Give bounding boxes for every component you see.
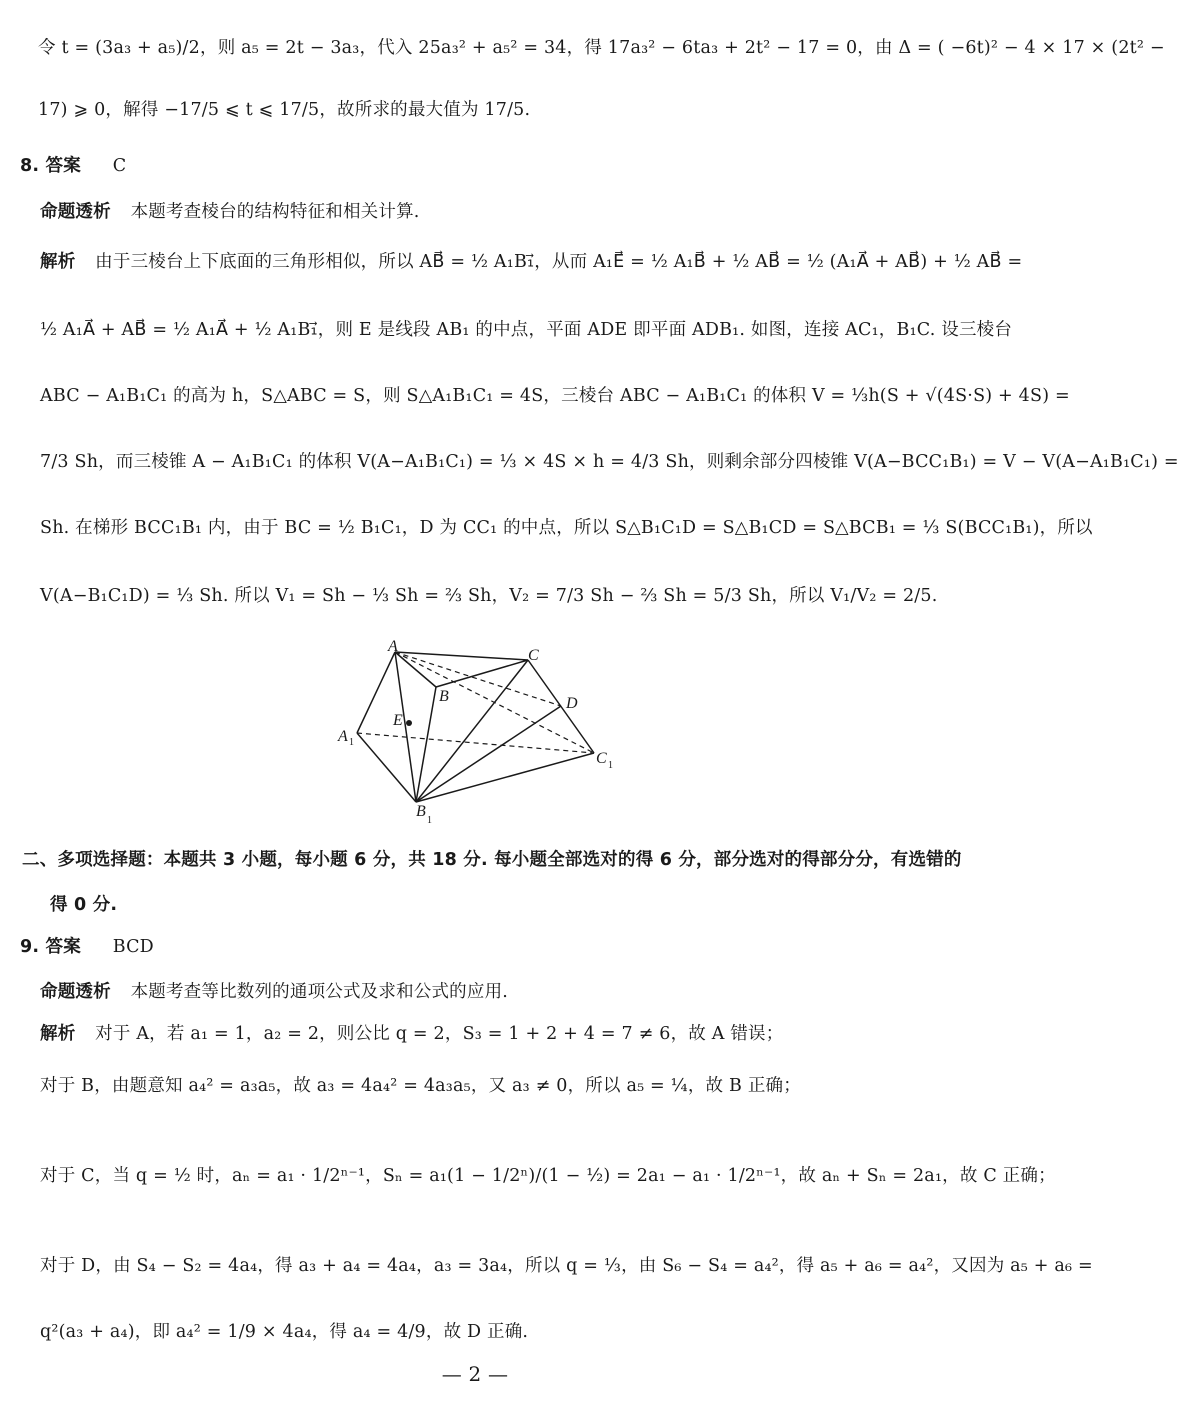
q8-label: 8. 答案: [20, 156, 81, 176]
label-D: D: [566, 695, 578, 712]
q8-solution-label: 解析: [40, 252, 76, 272]
q9-intent-label: 命题透析: [40, 982, 111, 1002]
point-E: [406, 720, 412, 726]
q8-intent-line: [0, 200, 950, 224]
q9-solution-label: 解析: [40, 1024, 76, 1044]
q8-solution-line-2: ½ A₁A⃗ + AB⃗ = ½ A₁A⃗ + ½ A₁B₁⃗，则 E 是线段 AB₁ 的中点，平面 ADE 即平面 ADB₁. 如图，连接 AC₁，B₁C. 设三棱台: [40, 320, 1013, 340]
q8-solution-line-3: ABC − A₁B₁C₁ 的高为 h，S△ABC = S，则 S△A₁B₁C₁ = 4S，三棱台 ABC − A₁B₁C₁ 的体积 V = ⅓h(S + √(4S·S) + 4S) =: [40, 386, 1070, 406]
q8-intent: 本题考查棱台的结构特征和相关计算.: [130, 202, 420, 222]
edge-B1-D: [416, 706, 561, 802]
label-C: C: [528, 647, 539, 664]
dash-A-C1: [395, 652, 594, 753]
label-B1-sub: 1: [427, 815, 432, 826]
label-A1: A: [338, 728, 348, 745]
q9-option-d-line-2: q²(a₃ + a₄)，即 a₄² = 1/9 × 4a₄，得 a₄ = 4/9，故 D 正确.: [40, 1322, 529, 1342]
label-C1-sub: 1: [608, 760, 613, 771]
label-E: E: [393, 712, 403, 729]
q9-answer: BCD: [112, 937, 154, 957]
dash-A1-C1: [357, 733, 594, 753]
q8-intent-label: 命题透析: [40, 202, 111, 222]
q9-label: 9. 答案: [20, 937, 81, 957]
q8-answer: C: [112, 156, 127, 176]
q9-option-a-line: 解析 对于 A，若 a₁ = 1，a₂ = 2，则公比 q = 2，S₃ = 1 + 2 + 4 = 7 ≠ 6，故 A 错误；: [40, 1024, 784, 1044]
q9-option-c-line: 对于 C，当 q = ½ 时，aₙ = a₁ · 1/2ⁿ⁻¹，Sₙ = a₁(1 − 1/2ⁿ)/(1 − ½) = 2a₁ − a₁ · 1/2ⁿ⁻¹，故 aₙ + Sₙ = 2a₁，故 C 正确；: [40, 1166, 1056, 1186]
label-A: A: [388, 638, 398, 655]
edge-B-C: [436, 660, 528, 687]
q8-answer-line: [0, 154, 950, 178]
q9-intent: 本题考查等比数列的通项公式及求和公式的应用.: [130, 982, 509, 1002]
section-2-heading-cont: 得 0 分.: [50, 895, 118, 915]
label-B1: B: [416, 803, 426, 820]
edge-B1-C: [416, 660, 528, 802]
q8-solution-line-5: Sh. 在梯形 BCC₁B₁ 内，由于 BC = ½ B₁C₁，D 为 CC₁ 的中点，所以 S△B₁C₁D = S△B₁CD = S△BCB₁ = ⅓ S(BCC₁B₁)，所以: [40, 518, 1093, 538]
label-B: B: [439, 688, 449, 705]
section-2-heading: 二、多项选择题：本题共 3 小题，每小题 6 分，共 18 分. 每小题全部选对的得 6 分，部分选对的得部分分，有选错的: [22, 850, 962, 870]
q9-option-b-line: 对于 B，由题意知 a₄² = a₃a₅，故 a₃ = 4a₄² = 4a₃a₅，又 a₃ ≠ 0，所以 a₅ = ¼，故 B 正确；: [40, 1076, 801, 1096]
edge-B1-C1: [416, 753, 594, 802]
label-C1: C: [596, 750, 607, 767]
derivation-line-1: 令 t = (3a₃ + a₅)/2，则 a₅ = 2t − 3a₃，代入 25a₃² + a₅² = 34，得 17a₃² − 6ta₃ + 2t² − 17 = 0，由 Δ = ( −6t)² − 4 × 17 × (2t² −: [38, 38, 1165, 58]
derivation-line-2: 17) ⩾ 0，解得 −17/5 ⩽ t ⩽ 17/5，故所求的最大值为 17/5.: [38, 100, 531, 120]
q9-answer-line: [0, 935, 950, 959]
page-number: — 2 —: [441, 1362, 509, 1386]
q9-option-d-line-1: 对于 D，由 S₄ − S₂ = 4a₄，得 a₃ + a₄ = 4a₄，a₃ = 3a₄，所以 q = ⅓，由 S₆ − S₄ = a₄²，得 a₅ + a₆ = a₄²，又因为 a₅ + a₆ =: [40, 1256, 1093, 1276]
q9-intent-line: [0, 980, 950, 1004]
q8-solution-line-6: V(A−B₁C₁D) = ⅓ Sh. 所以 V₁ = Sh − ⅓ Sh = ⅔ Sh，V₂ = 7/3 Sh − ⅔ Sh = 5/3 Sh，所以 V₁/V₂ = 2/5.: [40, 586, 938, 606]
q8-solution-line-1: 解析 由于三棱台上下底面的三角形相似，所以 AB⃗ = ½ A₁B₁⃗，从而 A₁E⃗ = ½ A₁B⃗ + ½ AB⃗ = ½ (A₁A⃗ + AB⃗) + ½ AB⃗ =: [40, 252, 1023, 272]
q8-solution-line-4: 7/3 Sh，而三棱锥 A − A₁B₁C₁ 的体积 V(A−A₁B₁C₁) = ⅓ × 4S × h = 4/3 Sh，则剩余部分四棱锥 V(A−BCC₁B₁) = V − V(A−A₁B₁C₁) =: [40, 452, 1179, 472]
label-A1-sub: 1: [349, 737, 354, 748]
frustum-figure: [330, 635, 620, 830]
edge-A-A1: [357, 652, 395, 733]
edge-B-B1: [416, 687, 436, 802]
